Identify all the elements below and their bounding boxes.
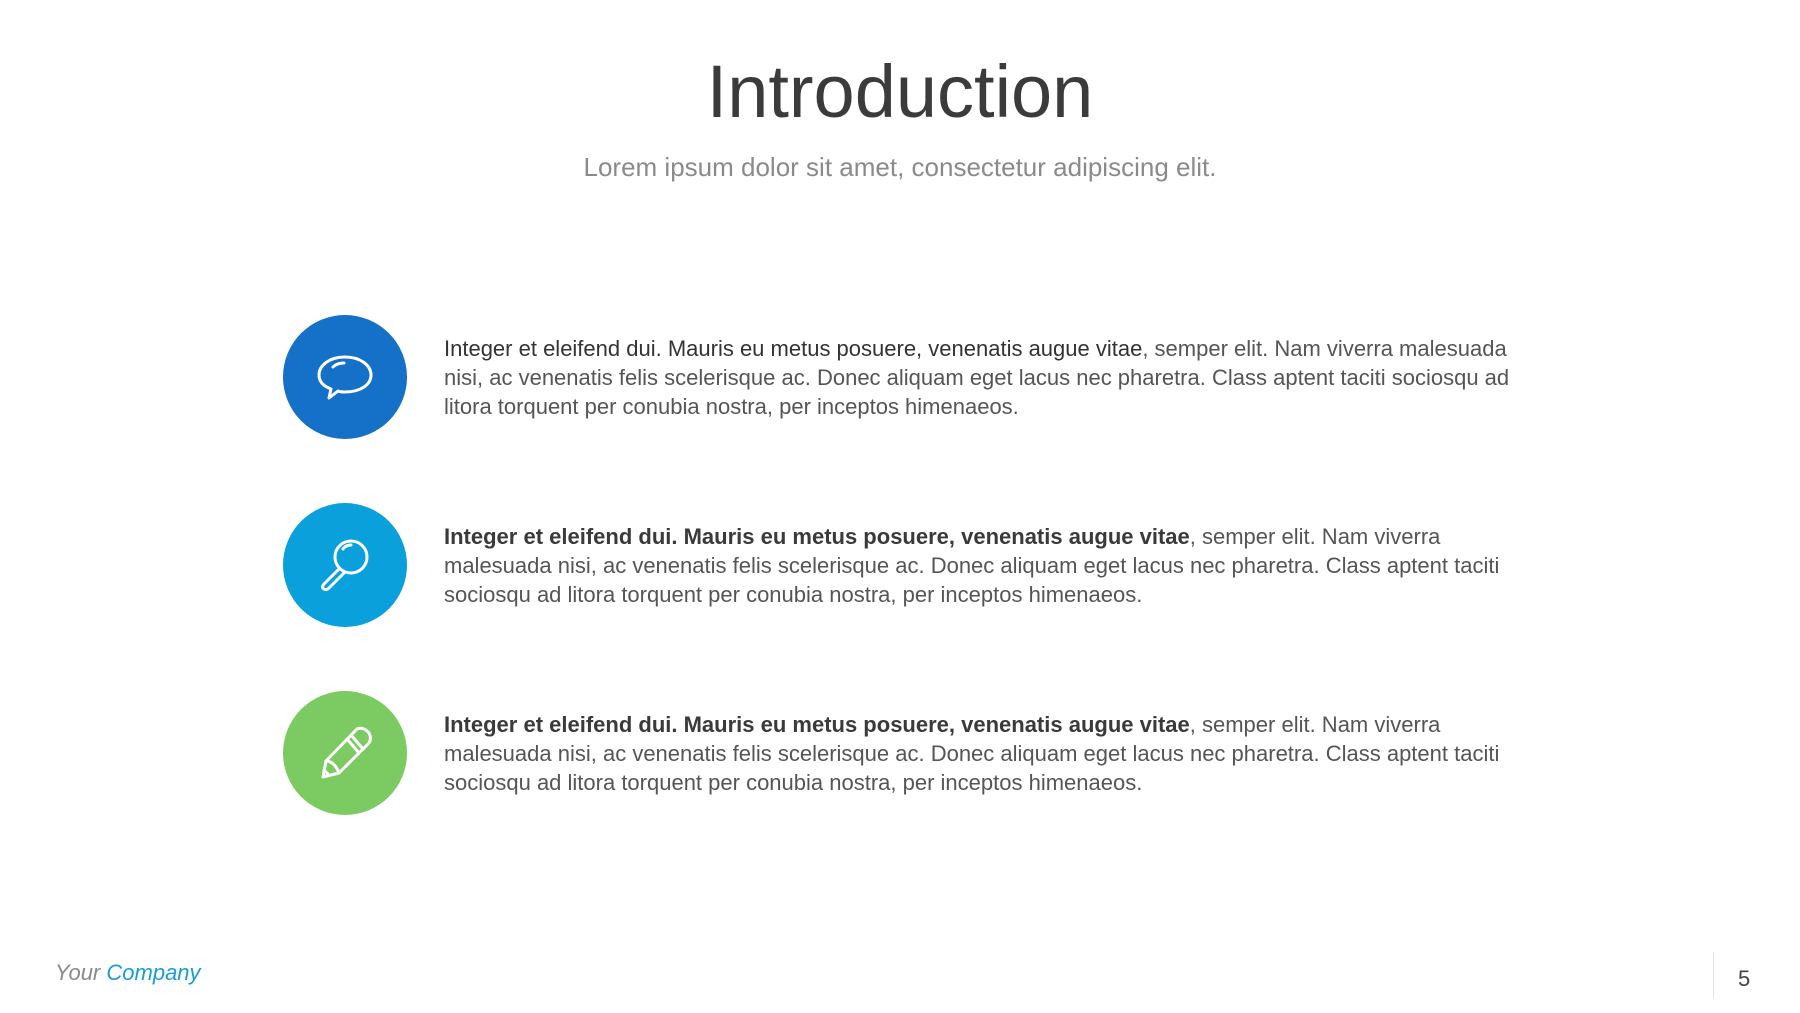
brand-name: Company <box>106 960 201 985</box>
speech-bubble-icon <box>283 315 407 439</box>
magnifier-icon <box>283 503 407 627</box>
item-body-text: , semper elit. Nam viverra malesuada nisi, ac venenatis felis scelerisque ac. Donec aliquam eget lacus nec pharetra. Class aptent taciti sociosqu ad litora torquent per conubia nostra, per inceptos himenaeos. <box>444 524 1500 607</box>
item-bold-text: Integer et eleifend dui. Mauris eu metus posuere, venenatis augue vitae <box>444 712 1190 737</box>
list-item <box>283 315 1523 439</box>
item-text <box>444 522 1524 609</box>
item-bold-text: Integer et eleifend dui. Mauris eu metus posuere, venenatis augue vitae <box>444 524 1190 549</box>
item-text <box>444 710 1524 797</box>
pencil-icon <box>283 691 407 815</box>
brand-prefix: Your <box>55 960 101 985</box>
list-item <box>283 691 1523 815</box>
list-item <box>283 503 1523 627</box>
item-text <box>444 334 1524 421</box>
item-bold-text: Integer et eleifend dui. Mauris eu metus posuere, venenatis augue vitae <box>444 336 1143 361</box>
slide-subtitle: Lorem ipsum dolor sit amet, consectetur adipiscing elit. <box>583 152 1217 182</box>
slide-title: Introduction <box>706 50 1094 133</box>
item-body-text: , semper elit. Nam viverra malesuada nisi, ac venenatis felis scelerisque ac. Donec aliquam eget lacus nec pharetra. Class aptent taciti sociosqu ad litora torquent per conubia nostra, per inceptos himenaeos. <box>444 712 1500 795</box>
item-body-text: , semper elit. Nam viverra malesuada nisi, ac venenatis felis scelerisque ac. Donec aliquam eget lacus nec pharetra. Class aptent taciti sociosqu ad litora torquent per conubia nostra, per inceptos himenaeos. <box>444 336 1510 419</box>
company-brand <box>55 960 201 986</box>
page-number: 5 <box>1738 966 1751 991</box>
footer-divider <box>1713 952 1714 998</box>
